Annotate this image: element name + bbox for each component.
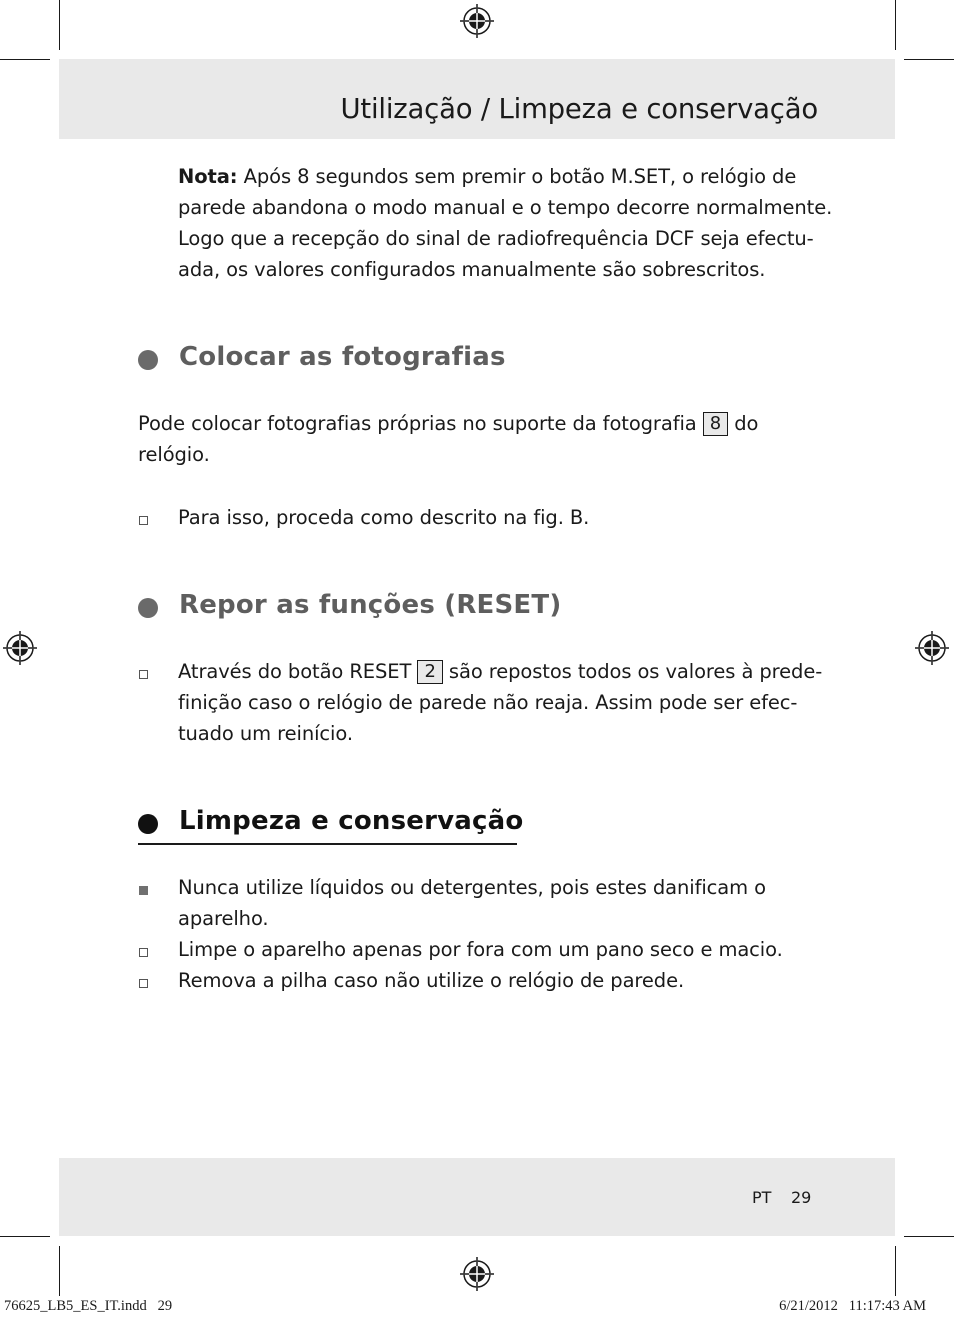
list-item xyxy=(178,934,838,965)
note-line: Logo que a recepção do sinal de radiofrequência DCF seja efectu- xyxy=(178,227,814,250)
note-line xyxy=(178,161,838,192)
list-item xyxy=(178,872,838,934)
language-code: PT xyxy=(752,1188,772,1207)
registration-mark-icon xyxy=(460,4,494,38)
note-line: parede abandona o modo manual e o tempo decorre normalmente. xyxy=(178,196,833,219)
crop-mark xyxy=(0,1236,50,1237)
bullet-dot-icon xyxy=(138,598,158,618)
registration-mark-icon xyxy=(460,1257,494,1291)
checkbox-bullet-icon xyxy=(139,948,148,957)
crop-mark xyxy=(59,0,60,50)
heading-text: Repor as funções (RESET) xyxy=(179,590,562,620)
checkbox-bullet-icon xyxy=(139,670,148,679)
reference-number-badge: 2 xyxy=(417,660,442,684)
list-item-line: finição caso o relógio de parede não reaja. Assim pode ser efec- xyxy=(178,691,798,714)
list-item-line xyxy=(178,656,838,687)
note-paragraph xyxy=(178,161,838,285)
crop-mark xyxy=(904,1236,954,1237)
heading-underline xyxy=(138,843,517,845)
reference-number-badge: 8 xyxy=(703,412,728,436)
slug-filename: 76625_LB5_ES_IT.indd 29 xyxy=(4,1298,173,1314)
list-item xyxy=(178,656,838,749)
paragraph-line: relógio. xyxy=(138,443,210,466)
filled-square-bullet-icon xyxy=(139,886,148,895)
page-header xyxy=(59,59,895,139)
list-item xyxy=(178,502,838,533)
slug-timestamp: 6/21/2012 11:17:43 AM xyxy=(779,1298,926,1314)
paragraph-text: Pode colocar fotografias próprias no suporte da fotografia xyxy=(138,412,697,435)
list-item-text: Através do botão RESET xyxy=(178,660,412,683)
crop-mark xyxy=(895,0,896,50)
list-item-line: tuado um reinício. xyxy=(178,722,353,745)
list-item-line: Nunca utilize líquidos ou detergentes, pois estes danificam o xyxy=(178,876,766,899)
page-footer xyxy=(59,1158,895,1236)
heading-text: Colocar as fotografias xyxy=(179,342,506,372)
note-text: Após 8 segundos sem premir o botão M.SET, o relógio de xyxy=(243,165,797,188)
note-label: Nota: xyxy=(178,165,238,188)
list-item-text: Para isso, proceda como descrito na fig. B. xyxy=(178,506,590,529)
paragraph-line xyxy=(138,408,838,439)
bullet-dot-icon xyxy=(138,350,158,370)
registration-mark-icon xyxy=(915,631,949,665)
list-item-line: aparelho. xyxy=(178,907,269,930)
section-heading-cleaning xyxy=(138,806,638,842)
checkbox-bullet-icon xyxy=(139,516,148,525)
section-heading-reset xyxy=(138,590,638,626)
crop-mark xyxy=(895,1246,896,1296)
list-item-text: são repostos todos os valores à prede- xyxy=(448,660,823,683)
photos-paragraph xyxy=(138,408,838,470)
page-title: Utilização / Limpeza e conservação xyxy=(340,93,818,125)
registration-mark-icon xyxy=(3,631,37,665)
crop-mark xyxy=(59,1246,60,1296)
heading-text: Limpeza e conservação xyxy=(179,806,524,836)
list-item-line: Limpe o aparelho apenas por fora com um pano seco e macio. xyxy=(178,938,783,961)
crop-mark xyxy=(0,59,50,60)
list-item xyxy=(178,965,838,996)
paragraph-text: do xyxy=(734,412,759,435)
list-item-line: Remova a pilha caso não utilize o relógio de parede. xyxy=(178,969,685,992)
page-number: 29 xyxy=(791,1188,812,1207)
section-heading-photos xyxy=(138,342,638,378)
checkbox-bullet-icon xyxy=(139,979,148,988)
crop-mark xyxy=(904,59,954,60)
note-line: ada, os valores configurados manualmente são sobrescritos. xyxy=(178,258,766,281)
bullet-dot-icon xyxy=(138,814,158,834)
